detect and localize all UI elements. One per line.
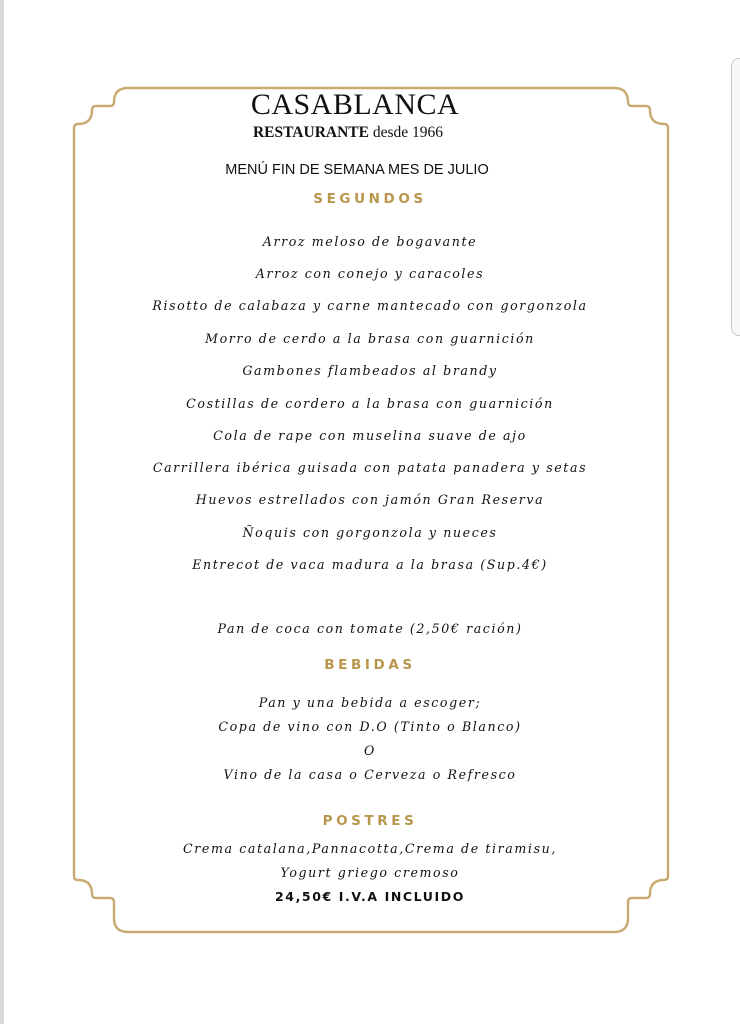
- restaurant-since: desde 1966: [372, 124, 444, 141]
- dish-item: Arroz meloso de bogavante: [262, 234, 478, 249]
- restaurant-type: RESTAURANTE: [252, 124, 369, 141]
- dish-item: Gambones flambeados al brandy: [242, 363, 498, 378]
- section-heading-segundos: SEGUNDOS: [313, 191, 427, 207]
- menu-price: 24,50€ I.V.A INCLUIDO: [274, 889, 466, 904]
- dish-item: Arroz con conejo y caracoles: [255, 266, 485, 281]
- section-heading-postres: POSTRES: [322, 813, 418, 829]
- section-heading-bebidas: BEBIDAS: [324, 657, 416, 673]
- drink-line: Pan y una bebida a escoger;: [258, 695, 482, 710]
- menu-title: MENÚ FIN DE SEMANA MES DE JULIO: [225, 162, 489, 178]
- extra-item: Pan de coca con tomate (2,50€ ración): [217, 621, 523, 636]
- drink-line: O: [364, 743, 376, 758]
- dessert-line: Yogurt griego cremoso: [280, 865, 460, 880]
- restaurant-name: CASABLANCA: [250, 88, 460, 121]
- dish-item: Morro de cerdo a la brasa con guarnición: [205, 331, 535, 346]
- dessert-line: Crema catalana,Pannacotta,Crema de tiramisu,: [183, 841, 557, 856]
- drink-line: Vino de la casa o Cerveza o Refresco: [223, 767, 517, 782]
- dish-item: Carrillera ibérica guisada con patata panadera y setas: [152, 460, 588, 475]
- restaurant-tagline: [0, 124, 696, 142]
- dish-item: Ñoquis con gorgonzola y nueces: [242, 525, 498, 540]
- dish-item: Cola de rape con muselina suave de ajo: [213, 428, 527, 443]
- dish-item: Entrecot de vaca madura a la brasa (Sup.4€): [192, 557, 548, 572]
- dish-item: Huevos estrellados con jamón Gran Reserva: [195, 492, 545, 507]
- dish-item: Costillas de cordero a la brasa con guarnición: [186, 396, 554, 411]
- drink-line: Copa de vino con D.O (Tinto o Blanco): [218, 719, 522, 734]
- dish-item: Risotto de calabaza y carne mantecado con gorgonzola: [152, 298, 588, 313]
